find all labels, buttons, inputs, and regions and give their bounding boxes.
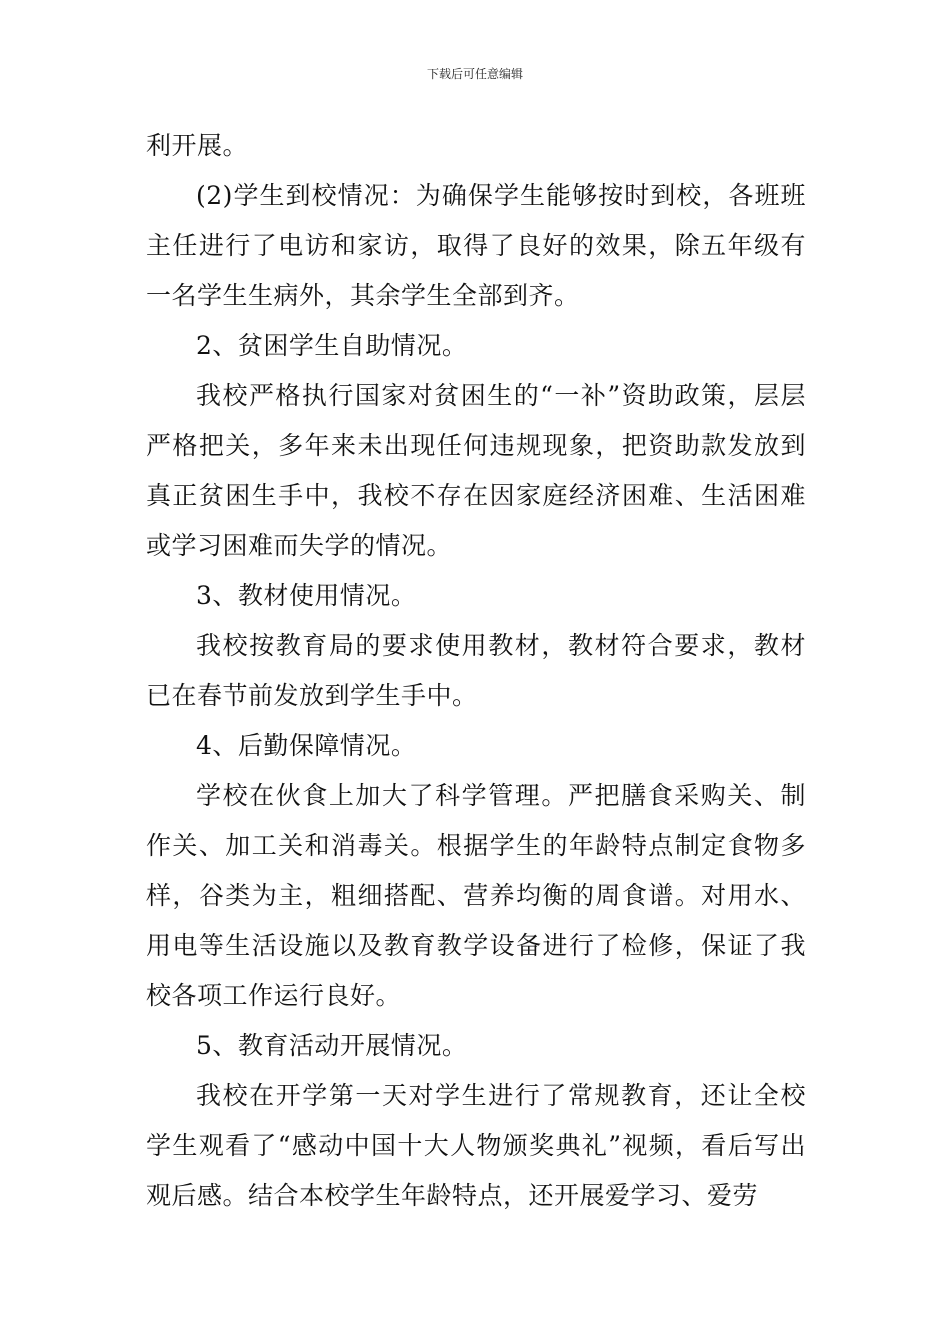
document-body bbox=[146, 121, 806, 1221]
paragraph-logistics: 学校在伙食上加大了科学管理。严把膳食采购关、制作关、加工关和消毒关。根据学生的年龄特点制定食物多样，谷类为主，粗细搭配、营养均衡的周食谱。对用水、用电等生活设施以及教育教学设备进行了检修，保证了我校各项工作运行良好。 bbox=[146, 781, 806, 1010]
paragraph-activities: 我校在开学第一天对学生进行了常规教育，还让全校学生观看了“感动中国十大人物颁奖典礼”视频，看后写出观后感。结合本校学生年龄特点，还开展爱学习、爱劳 bbox=[146, 1081, 806, 1210]
section-heading-logistics: 4、后勤保障情况。 bbox=[196, 731, 417, 760]
paragraph-continuation: 利开展。 bbox=[146, 131, 249, 160]
section-heading-textbooks: 3、教材使用情况。 bbox=[196, 581, 417, 610]
paragraph-textbooks: 我校按教育局的要求使用教材，教材符合要求，教材已在春节前发放到学生手中。 bbox=[146, 631, 806, 710]
section-heading-activities: 5、教育活动开展情况。 bbox=[196, 1031, 468, 1060]
page-header: 下载后可任意编辑 bbox=[426, 67, 523, 81]
paragraph-poor-students: 我校严格执行国家对贫困生的“一补”资助政策，层层严格把关，多年来未出现任何违规现象，把资助款发放到真正贫困生手中，我校不存在因家庭经济困难、生活困难或学习困难而失学的情况。 bbox=[146, 381, 806, 560]
section-heading-poor-students: 2、贫困学生自助情况。 bbox=[196, 331, 468, 360]
paragraph-student-attendance: (2)学生到校情况：为确保学生能够按时到校，各班班主任进行了电访和家访，取得了良好的效果，除五年级有一名学生生病外，其余学生全部到齐。 bbox=[146, 181, 806, 310]
